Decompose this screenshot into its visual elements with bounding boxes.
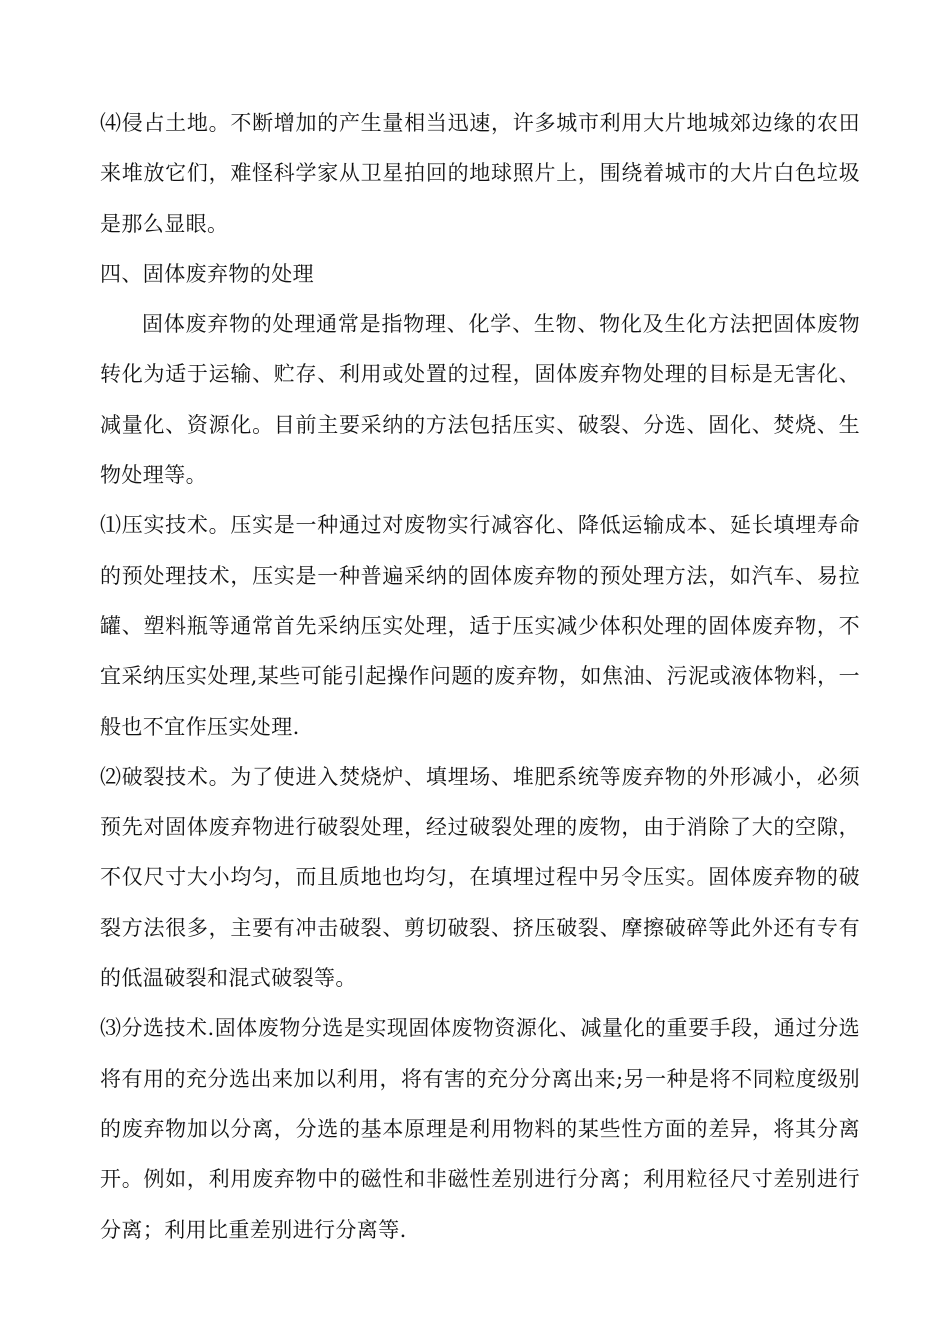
paragraph-separation: ⑶分选技术.固体废物分选是实现固体废物资源化、减量化的重要手段，通过分选将有用的充分选出来加以利用，将有害的充分分离出来;另一种是将不同粒度级别的废弃物加以分离，分选的基本原理是利用物料的某些性方面的差异，将其分离开。例如，利用废弃物中的磁性和非磁性差别进行分离；利用粒径尺寸差别进行分离；利用比重差别进行分离等. (100, 1016, 860, 1242)
paragraph-compaction: ⑴压实技术。压实是一种通过对废物实行减容化、降低运输成本、延长填埋寿命的预处理技术，压实是一种普遍采纳的固体废弃物的预处理方法，如汽车、易拉罐、塑料瓶等通常首先采纳压实处理，适于压实减少体积处理的固体废弃物，不宜采纳压实处理,某些可能引起操作问题的废弃物，如焦油、污泥或液体物料，一般也不宜作压实处理. (100, 513, 860, 739)
paragraph-crushing: ⑵破裂技术。为了使进入焚烧炉、填埋场、堆肥系统等废弃物的外形减小，必须预先对固体废弃物进行破裂处理，经过破裂处理的废物，由于消除了大的空隙，不仅尺寸大小均匀，而且质地也均匀，在填埋过程中另令压实。固体废弃物的破裂方法很多，主要有冲击破裂、剪切破裂、挤压破裂、摩擦破碎等此外还有专有的低温破裂和混式破裂等。 (100, 764, 860, 991)
document-page (100, 98, 860, 1255)
section-heading: 四、固体废弃物的处理 (100, 261, 314, 286)
paragraph-intro: 固体废弃物的处理通常是指物理、化学、生物、物化及生化方法把固体废物转化为适于运输、贮存、利用或处置的过程，固体废弃物处理的目标是无害化、减量化、资源化。目前主要采纳的方法包括压实、破裂、分选、固化、焚烧、生物处理等。 (100, 312, 860, 488)
paragraph-land-occupation: ⑷侵占土地。不断增加的产生量相当迅速，许多城市利用大片地城郊边缘的农田来堆放它们，难怪科学家从卫星拍回的地球照片上，围绕着城市的大片白色垃圾是那么显眼。 (100, 111, 860, 236)
